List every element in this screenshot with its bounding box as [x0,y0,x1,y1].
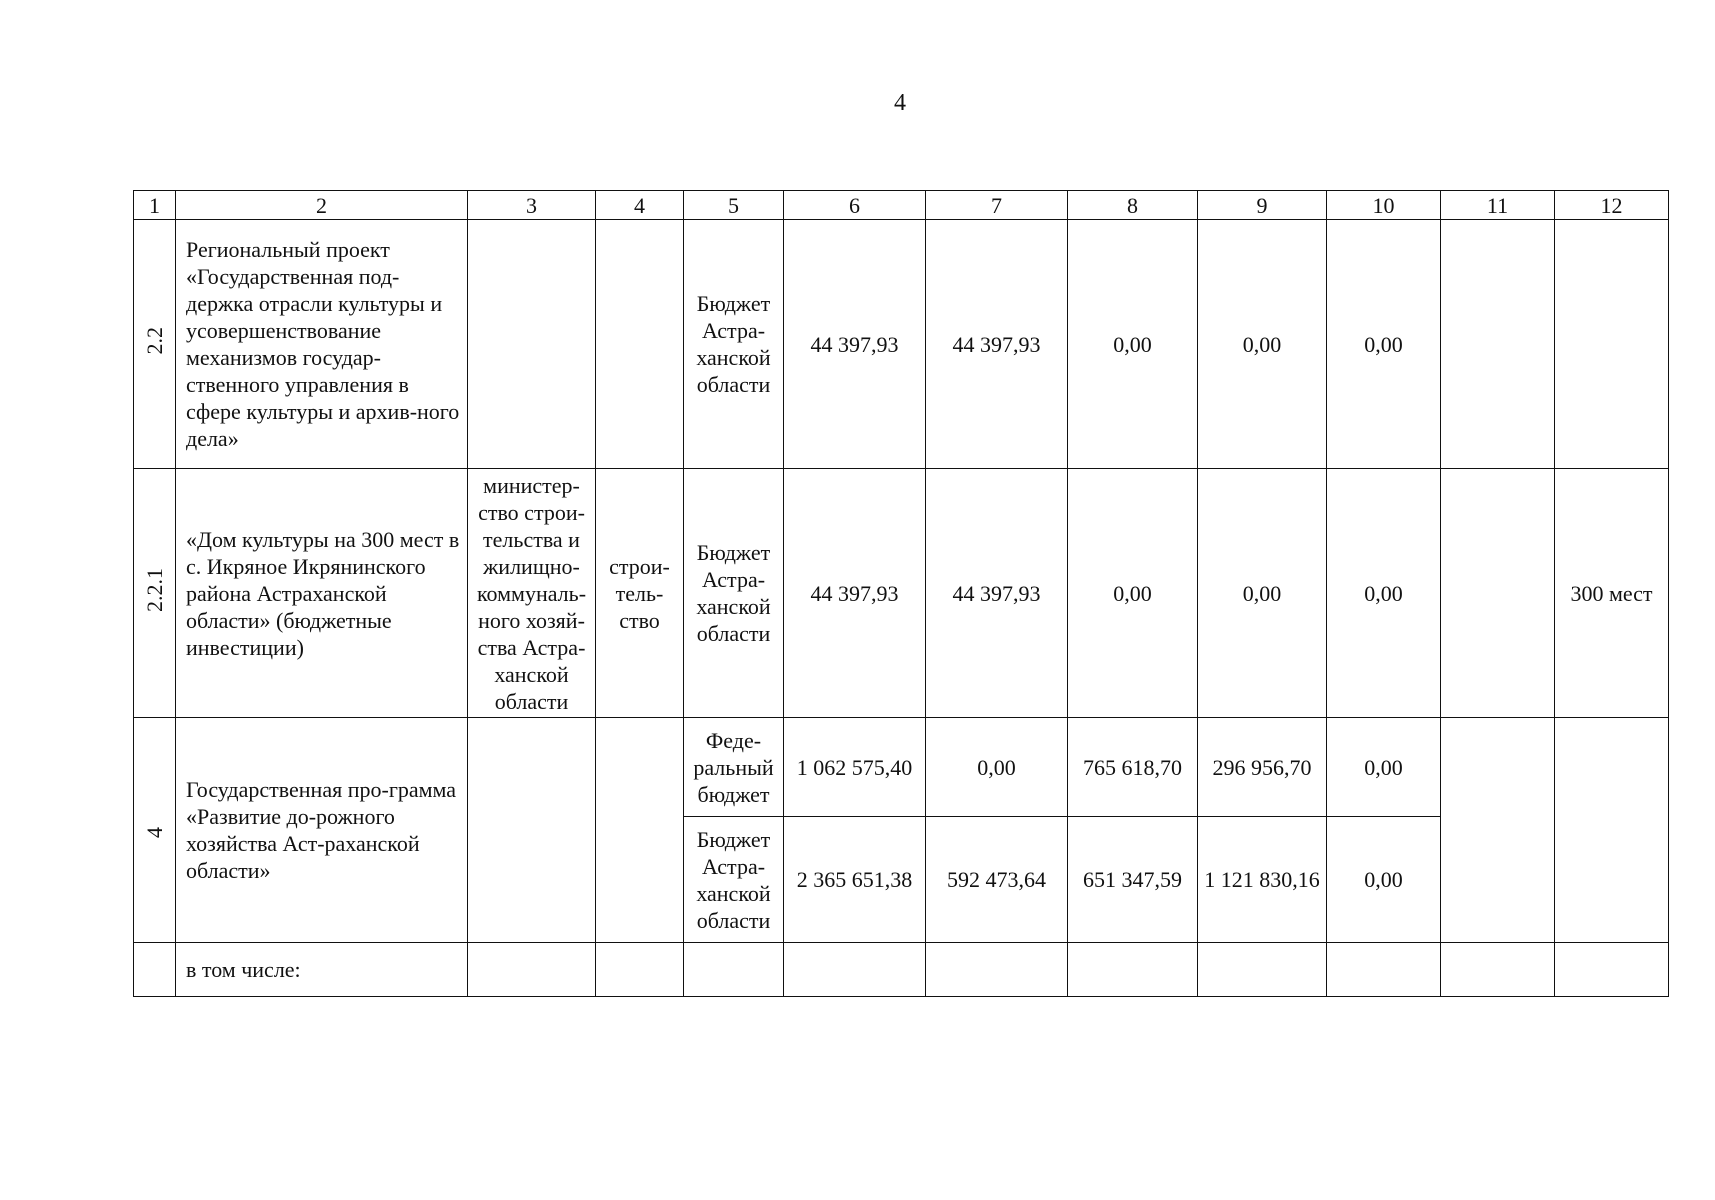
table-row [134,469,1669,718]
row-value-11 [1441,220,1555,469]
row-number-cell [134,943,176,997]
table-row [134,220,1669,469]
row-value-7: 44 397,93 [926,469,1068,718]
row-value-11 [1441,469,1555,718]
row-value-6: 44 397,93 [784,469,926,718]
row-source: Бюджет Астра-ханской области [684,817,784,943]
row-number-cell [134,718,176,943]
row-value-12 [1555,220,1669,469]
row-value-9: 0,00 [1198,469,1327,718]
row-executor [468,718,596,943]
row-name: Региональный проект «Государственная под-держка отрасли культуры и усовершенствование механизмов государ-ственного управления в сфере культуры и архив-ного дела» [176,220,468,469]
row-number: 2.2 [142,327,167,355]
program-table [133,190,1669,997]
row-value-10: 0,00 [1327,220,1441,469]
row-value-8: 765 618,70 [1068,718,1198,817]
empty-cell [596,943,684,997]
column-header: 9 [1198,191,1327,220]
header-row [134,191,1669,220]
row-value-7: 592 473,64 [926,817,1068,943]
empty-cell [1068,943,1198,997]
row-value-6: 44 397,93 [784,220,926,469]
row-value-9: 296 956,70 [1198,718,1327,817]
row-value-8: 0,00 [1068,220,1198,469]
table-row [134,943,1669,997]
row-source: Бюджет Астра-ханской области [684,220,784,469]
empty-cell [1327,943,1441,997]
column-header: 2 [176,191,468,220]
row-number-cell [134,469,176,718]
column-header: 11 [1441,191,1555,220]
empty-cell [1555,943,1669,997]
row-value-12 [1555,718,1669,943]
row-type [596,220,684,469]
row-source: Бюджет Астра-ханской области [684,469,784,718]
empty-cell [784,943,926,997]
column-header: 4 [596,191,684,220]
row-value-8: 651 347,59 [1068,817,1198,943]
row-executor [468,220,596,469]
column-header: 12 [1555,191,1669,220]
row-value-8: 0,00 [1068,469,1198,718]
column-header: 7 [926,191,1068,220]
row-type [596,718,684,943]
empty-cell [1441,943,1555,997]
empty-cell [1198,943,1327,997]
row-name: Государственная про-грамма «Развитие до-рожного хозяйства Аст-раханской области» [176,718,468,943]
column-header: 1 [134,191,176,220]
row-executor: министер-ство строи-тельства и жилищно-коммуналь-ного хозяй-ства Астра-ханской области [468,469,596,718]
column-header: 5 [684,191,784,220]
row-name: в том числе: [176,943,468,997]
column-header: 6 [784,191,926,220]
row-value-10: 0,00 [1327,817,1441,943]
column-header: 8 [1068,191,1198,220]
row-type: строи-тель-ство [596,469,684,718]
row-number-cell [134,220,176,469]
row-number: 2.2.1 [142,568,167,612]
row-value-12: 300 мест [1555,469,1669,718]
row-value-7: 0,00 [926,718,1068,817]
empty-cell [926,943,1068,997]
row-value-10: 0,00 [1327,718,1441,817]
row-value-10: 0,00 [1327,469,1441,718]
page-number: 4 [894,90,906,116]
row-value-9: 1 121 830,16 [1198,817,1327,943]
table-row [134,718,1669,817]
column-header: 3 [468,191,596,220]
row-value-7: 44 397,93 [926,220,1068,469]
row-value-9: 0,00 [1198,220,1327,469]
empty-cell [468,943,596,997]
row-value-11 [1441,718,1555,943]
row-name: «Дом культуры на 300 мест в с. Икряное Икрянинского района Астраханской области» (бюджетные инвестиции) [176,469,468,718]
row-source: Феде-ральный бюджет [684,718,784,817]
column-header: 10 [1327,191,1441,220]
row-value-6: 2 365 651,38 [784,817,926,943]
row-value-6: 1 062 575,40 [784,718,926,817]
row-number: 4 [142,826,167,838]
empty-cell [684,943,784,997]
